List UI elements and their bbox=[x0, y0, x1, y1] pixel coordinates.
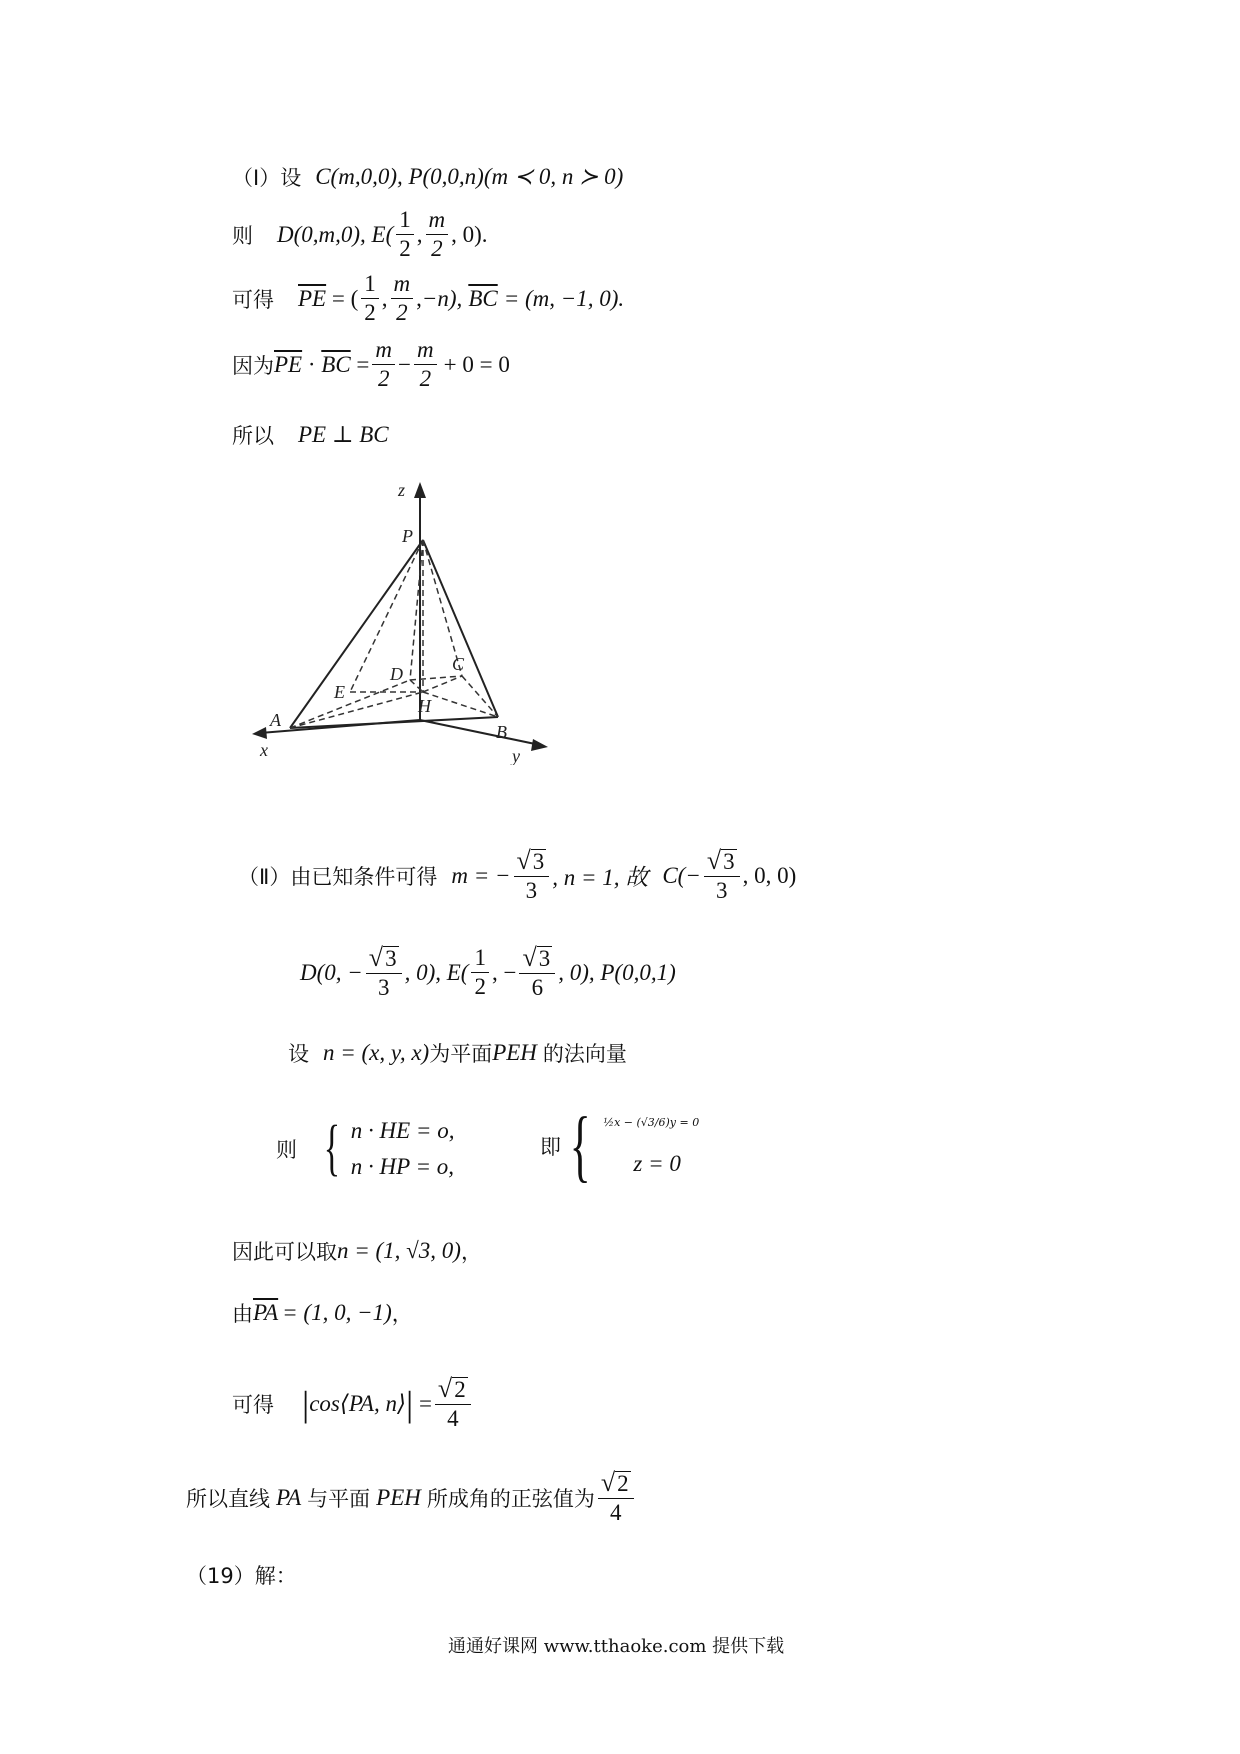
label-a: A bbox=[270, 710, 281, 730]
part2-line-take bbox=[232, 1236, 482, 1266]
part1-line-5 bbox=[232, 420, 389, 450]
final-text-2: 与平面 bbox=[307, 1486, 371, 1511]
vector-pe: $\overline{PE}$ bbox=[298, 285, 327, 311]
e-suffix: , 0). bbox=[451, 221, 488, 247]
fraction-sqrt3-over-3-c: √ 3 3 bbox=[366, 945, 402, 1000]
from-word: 由 bbox=[232, 1302, 253, 1326]
pa-tail: ， bbox=[391, 1302, 413, 1326]
part2-line-1 bbox=[238, 848, 796, 903]
d-e-prefix: D(0,m,0), E( bbox=[277, 221, 394, 247]
y-axis bbox=[420, 720, 540, 745]
set-word: 设 bbox=[288, 1042, 309, 1066]
label-p: P bbox=[402, 526, 413, 546]
footer-credit: 通通好课网 www.tthaoke.com 提供下载 bbox=[448, 1636, 785, 1657]
conclusion: PE ⊥ BC bbox=[298, 422, 389, 447]
take-prefix: 因此可以取 bbox=[232, 1240, 337, 1264]
pe-tail: −n), bbox=[421, 285, 463, 311]
because-word: 因为 bbox=[232, 353, 274, 378]
fraction-m-half-4: $\frac{m}{2}$ bbox=[414, 338, 437, 391]
n-eq: , n = 1, 故 bbox=[552, 865, 649, 891]
cos-expression: cos⟨PA, n⟩ bbox=[309, 1390, 406, 1416]
equation-system bbox=[351, 1118, 455, 1180]
m-eq: m = − bbox=[451, 862, 511, 888]
c-suffix: , 0, 0) bbox=[742, 862, 797, 888]
edge-pd bbox=[410, 540, 423, 680]
fraction-sqrt3-over-3-b: √ 3 3 bbox=[704, 848, 740, 903]
eq-n-he: n · HE = o, bbox=[350, 1118, 455, 1143]
x-arrow bbox=[252, 727, 267, 739]
label-b: B bbox=[496, 722, 507, 742]
label-x: x bbox=[260, 740, 268, 760]
label-d: D bbox=[390, 664, 403, 684]
part1-label: （Ⅰ）设 bbox=[232, 166, 302, 190]
normal-desc: 为平面 bbox=[429, 1042, 493, 1066]
fraction-sqrt2-over-4-b: √ 2 4 bbox=[598, 1470, 634, 1525]
fraction-sqrt2-over-4: √ 2 4 bbox=[435, 1376, 471, 1431]
bc-value: = (m, −1, 0). bbox=[503, 285, 625, 311]
final-text-1: 所以直线 bbox=[186, 1486, 270, 1511]
e-mid: , − bbox=[491, 959, 517, 985]
label-y: y bbox=[512, 746, 520, 765]
dot-expr-tail: + 0 = 0 bbox=[443, 351, 510, 377]
then-word-2: 则 bbox=[276, 1138, 297, 1162]
edge-pb bbox=[423, 540, 498, 717]
final-pa: PA bbox=[276, 1484, 302, 1510]
edge-ab bbox=[290, 717, 498, 728]
part1-line-3: 可得 $\overline{PE}$ = ( $\frac{1}{2}$ , $\frac{m}{2}$ , −n), $\overline{BC}$ = (m, −1, 0). bbox=[232, 271, 625, 326]
fraction-m-half-3: $\frac{m}{2}$ bbox=[372, 338, 395, 391]
edge-pe bbox=[350, 540, 423, 692]
part1-let-line: C(m,0,0), P(0,0,n)(m ≺ 0, n ≻ 0) bbox=[315, 164, 624, 189]
edge-pa bbox=[290, 540, 423, 728]
right-brace: { bbox=[569, 1102, 591, 1190]
label-h: H bbox=[418, 696, 431, 716]
part1-line-1 bbox=[232, 162, 623, 192]
final-answer-line bbox=[186, 1470, 637, 1525]
d-prefix: D(0, − bbox=[300, 959, 363, 985]
fraction-half-3: $\frac{1}{2}$ bbox=[471, 946, 489, 999]
label-e: E bbox=[334, 682, 345, 702]
edge-dh bbox=[410, 680, 423, 692]
part2-line-pa bbox=[232, 1298, 413, 1328]
vector-pa: $\overline{PA}$ bbox=[253, 1300, 279, 1325]
d-suffix: , 0), E( bbox=[404, 959, 469, 985]
part2-system-right bbox=[540, 1102, 700, 1190]
final-peh: PEH bbox=[376, 1484, 421, 1510]
ie-word: 即 bbox=[540, 1135, 561, 1159]
normal-def: n = (x, y, x) bbox=[323, 1040, 430, 1065]
z-arrow bbox=[414, 482, 426, 498]
part1-line-4: 因为 $\overline{PE}$ · $\overline{BC}$ = $\frac{m}{2}$ − $\frac{m}{2}$ + 0 = 0 bbox=[232, 337, 510, 392]
eq-reduced-1: ½x − (√3/6)y = 0 bbox=[603, 1115, 700, 1129]
take-vector: n = (1, √3, 0) bbox=[337, 1238, 461, 1263]
plane-name: PEH bbox=[492, 1040, 537, 1065]
edge-hc bbox=[423, 676, 462, 692]
eq-n-hp: n · HP = o, bbox=[350, 1154, 455, 1179]
reduced-system bbox=[603, 1116, 699, 1177]
pyramid-figure bbox=[230, 480, 560, 765]
edge-hb bbox=[423, 692, 498, 717]
label-z: z bbox=[398, 480, 406, 500]
vector-bc: $\overline{BC}$ bbox=[468, 285, 498, 311]
y-arrow bbox=[531, 739, 548, 751]
vector-pe-dot: $\overline{PE}$ bbox=[274, 351, 303, 377]
part2-label: （Ⅱ）由已知条件可得 bbox=[238, 864, 438, 889]
part2-line-3 bbox=[288, 1038, 627, 1068]
left-brace: { bbox=[323, 1114, 341, 1183]
label-c: C bbox=[452, 654, 465, 674]
fraction-half: $\frac{1}{2}$ bbox=[396, 208, 414, 261]
fraction-sqrt3-over-6: √ 3 6 bbox=[519, 945, 555, 1000]
vector-bc-dot: $\overline{BC}$ bbox=[321, 351, 351, 377]
part2-line-2 bbox=[300, 945, 676, 1000]
fraction-half-2: $\frac{1}{2}$ bbox=[361, 272, 379, 325]
e-suffix-2: , 0), P(0,0,1) bbox=[558, 959, 676, 985]
pa-value: = (1, 0, −1) bbox=[282, 1300, 392, 1325]
fraction-m-half-2: $\frac{m}{2}$ bbox=[391, 272, 414, 325]
question-19-heading: （19）解： bbox=[186, 1564, 297, 1588]
part2-system-left bbox=[276, 1114, 455, 1183]
therefore-word: 所以 bbox=[232, 424, 274, 448]
obtain-word-2: 可得 bbox=[232, 1392, 274, 1417]
part1-line-2: 则 D(0,m,0), E( $\frac{1}{2}$ , $\frac{m}{2}$ , 0). bbox=[232, 207, 488, 262]
c-prefix: C(− bbox=[662, 862, 701, 888]
fraction-sqrt3-over-3: √ 3 3 bbox=[514, 848, 550, 903]
then-word: 则 bbox=[232, 223, 253, 248]
part2-line-cos: 可得 | cos⟨PA, n⟩ | = √ 2 4 bbox=[232, 1376, 474, 1431]
fraction-m-half: $\frac{m}{2}$ bbox=[426, 208, 449, 261]
take-tail: ， bbox=[460, 1240, 482, 1264]
final-text-3: 所成角的正弦值为 bbox=[426, 1486, 595, 1511]
obtain-word: 可得 bbox=[232, 287, 274, 312]
eq-reduced-2: z = 0 bbox=[633, 1150, 681, 1176]
normal-tail: 的法向量 bbox=[542, 1042, 627, 1066]
